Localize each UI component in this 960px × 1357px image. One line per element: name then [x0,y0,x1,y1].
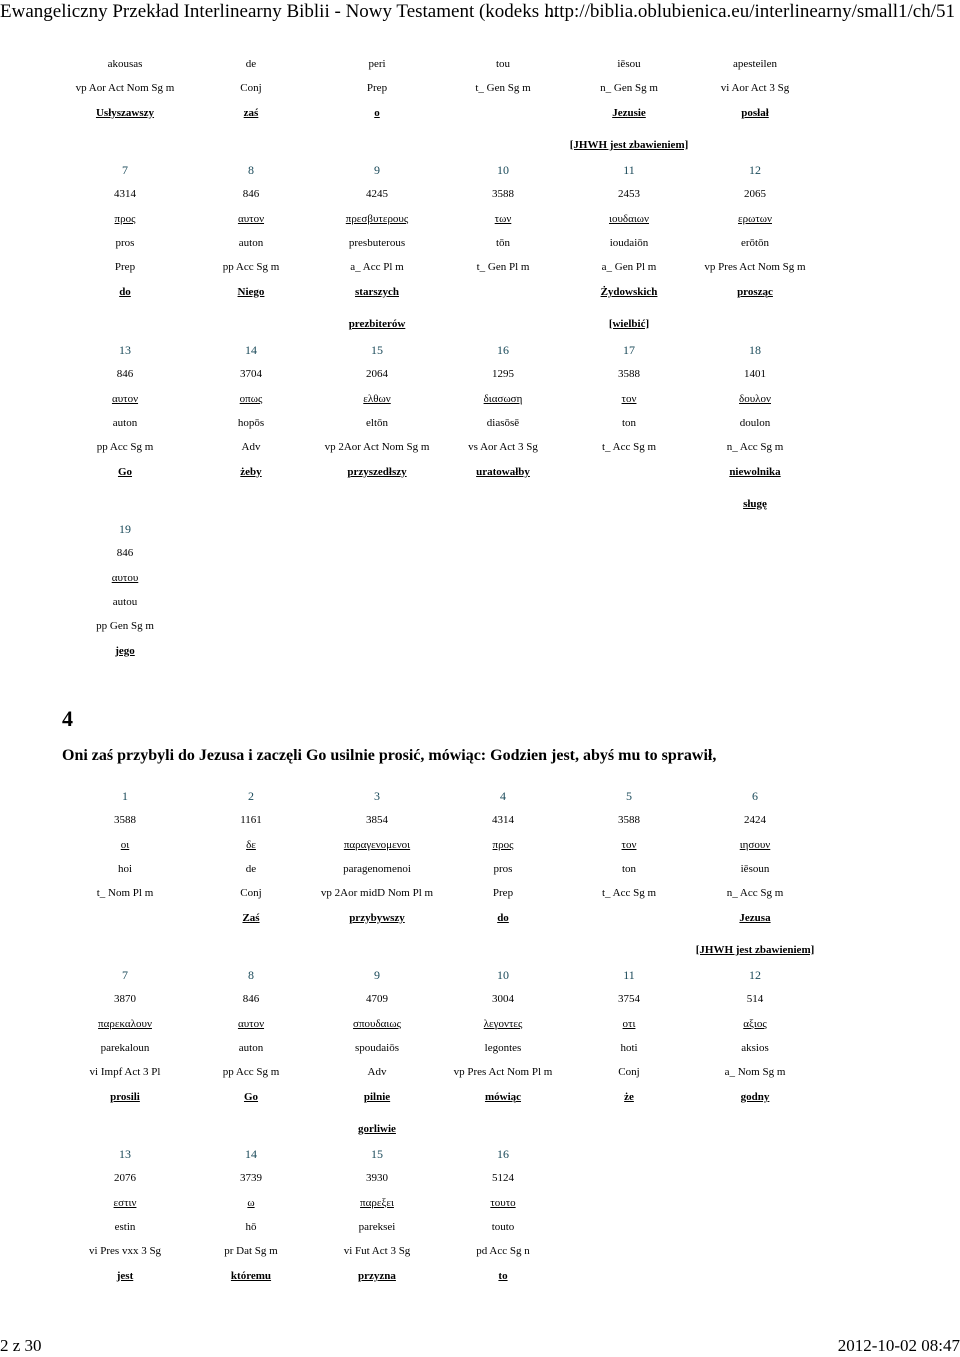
morph-code: Conj [618,1066,640,1079]
word-number: 16 [497,1147,509,1162]
translit-word: auton [112,417,138,430]
greek-word-link[interactable]: δουλον [739,392,771,405]
polish-word-link[interactable]: Jezusie [612,106,646,119]
polish-word-link[interactable]: Zaś [242,911,260,924]
greek-word-link[interactable]: προς [492,838,514,851]
morph-row [62,76,818,100]
strong-number: 2076 [114,1172,136,1185]
greek-row [62,566,818,590]
translit-word: eltōn [366,417,388,430]
word-number-row [62,963,818,987]
translit-word: tou [495,58,511,71]
polish-word-link[interactable]: Go [117,465,133,478]
strong-number: 3588 [114,814,136,827]
morph-row [62,435,818,459]
greek-word-link[interactable]: τουτο [490,1196,516,1209]
polish-word-link[interactable]: pilnie [363,1090,391,1103]
greek-word-link[interactable]: δε [246,838,256,851]
polish-word-link[interactable]: przyszedłszy [347,465,407,478]
strong-number-row [62,808,818,832]
alt-meaning-row [62,1117,818,1141]
translit-word: auton [238,1042,264,1055]
morph-code: t_ Gen Sg m [475,82,531,95]
strong-number: 3754 [618,993,640,1006]
morph-code: n_ Acc Sg m [726,441,784,454]
greek-word-link[interactable]: των [494,212,512,225]
word-number-row [62,517,818,541]
strong-number: 2453 [618,188,640,201]
morph-row [62,1239,818,1263]
morph-row [62,1060,818,1084]
alt-meaning-row [62,312,818,336]
strong-number: 846 [242,993,260,1006]
word-number: 1 [122,789,128,804]
translit-word: apesteilen [733,58,777,71]
word-number: 8 [248,968,254,983]
translit-word: doulon [739,417,771,430]
word-number: 5 [626,789,632,804]
translit-row [62,411,818,435]
strong-number: 846 [116,547,134,560]
morph-code: vp Pres Act Nom Pl m [453,1066,553,1079]
greek-word-link[interactable]: τον [621,838,637,851]
word-number-row [62,338,818,362]
morph-code: Prep [492,887,514,900]
polish-row [62,1084,818,1108]
word-number-row [62,158,818,182]
translit-word: ton [621,863,637,876]
word-number: 11 [623,163,635,178]
strong-number: 4314 [114,188,136,201]
polish-word-link[interactable]: któremu [230,1269,272,1282]
polish-word-link[interactable]: posłał [741,106,769,119]
morph-code: n_ Gen Sg m [600,82,658,95]
strong-number: 5124 [492,1172,514,1185]
greek-row [62,387,818,411]
alt-meaning-link[interactable]: prezbiterów [348,317,406,330]
greek-row [62,1191,818,1215]
strong-number: 4314 [492,814,514,827]
strong-number: 846 [242,188,260,201]
strong-number: 1295 [492,368,514,381]
verse-text: Oni zaś przybyli do Jezusa i zaczęli Go usilnie prosić, mówiąc: Godzien jest, abyś mu to sprawił, [62,747,717,764]
polish-word-link[interactable]: o [374,106,380,119]
translit-word: hopōs [237,417,265,430]
polish-word-link[interactable]: że [624,1090,634,1103]
strong-number-row [62,987,818,1011]
morph-code: t_ Acc Sg m [601,887,657,900]
translit-word: pros [115,237,135,250]
word-number-row [62,784,818,808]
greek-word-link[interactable]: ελθων [363,392,391,405]
strong-number: 3588 [618,368,640,381]
word-number: 3 [374,789,380,804]
morph-code: pp Gen Sg m [96,620,154,633]
morph-code: pp Acc Sg m [96,441,154,454]
morph-code: a_ Acc Pl m [350,261,404,274]
strong-number: 2424 [744,814,766,827]
morph-code: n_ Acc Sg m [726,887,784,900]
interlinear-group-g [62,1142,818,1288]
translit-word: iēsou [617,58,641,71]
polish-word-link[interactable]: Żydowskich [600,285,658,298]
strong-number-row [62,182,818,206]
translit-word: estin [114,1221,136,1234]
translit-word: auton [238,237,264,250]
morph-code: vs Aor Act 3 Sg [468,441,538,454]
greek-word-link[interactable]: οτι [622,1017,636,1030]
greek-word-link[interactable]: εστιν [113,1196,137,1209]
greek-word-link[interactable]: προς [114,212,136,225]
translit-word: hoti [620,1042,638,1055]
translit-word: spoudaiōs [355,1042,399,1055]
greek-word-link[interactable]: παρεκαλουν [98,1017,152,1030]
morph-code: vi Pres vxx 3 Sg [88,1245,162,1258]
morph-row [62,255,818,279]
polish-word-link[interactable]: niewolnika [729,465,781,478]
strong-number: 846 [116,368,134,381]
strong-number: 1161 [240,814,262,827]
greek-word-link[interactable]: οι [120,838,130,851]
morph-row [62,614,818,638]
strong-number: 514 [746,993,764,1006]
word-number: 14 [245,1147,257,1162]
polish-word-link[interactable]: prosząc [737,285,773,298]
greek-word-link[interactable]: παραγενομενοι [343,838,411,851]
greek-word-link[interactable]: ω [247,1196,255,1209]
morph-code: t_ Acc Sg m [601,441,657,454]
polish-word-link[interactable]: do [497,911,509,924]
morph-code: vi Aor Act 3 Sg [720,82,790,95]
interlinear-group-b [62,158,818,336]
polish-word-link[interactable]: do [119,285,131,298]
morph-row [62,881,818,905]
word-number: 10 [497,163,509,178]
strong-number: 2064 [366,368,388,381]
word-number-row [62,1142,818,1166]
strong-number: 3588 [618,814,640,827]
polish-word-link[interactable]: Niego [237,285,265,298]
translit-row [62,590,818,614]
word-number: 17 [623,343,635,358]
alt-meaning-link[interactable]: [JHWH jest zbawieniem] [695,943,815,956]
polish-word-link[interactable]: jest [116,1269,134,1282]
word-number: 12 [749,163,761,178]
greek-word-link[interactable]: διασωση [483,392,523,405]
translit-word: de [245,58,257,71]
interlinear-group-f [62,963,818,1141]
word-number: 11 [623,968,635,983]
interlinear-group-c [62,338,818,516]
alt-meaning-link[interactable]: [JHWH jest zbawieniem] [569,138,689,151]
strong-number: 3704 [240,368,262,381]
translit-word: pareksei [358,1221,396,1234]
polish-word-link[interactable]: uratowałby [476,465,530,478]
translit-word: akousas [107,58,143,71]
greek-word-link[interactable]: σπουδαιως [353,1017,401,1030]
translit-word: pros [493,863,513,876]
verse-number: 4 [62,706,73,731]
greek-word-link[interactable]: αξιος [743,1017,767,1030]
strong-number: 3739 [240,1172,262,1185]
polish-word-link[interactable]: Usłyszawszy [95,106,155,119]
alt-meaning-link[interactable]: sługę [743,497,767,510]
morph-code: vi Fut Act 3 Sg [343,1245,411,1258]
translit-word: paragenomenoi [343,863,411,876]
word-number: 7 [122,968,128,983]
strong-number: 3930 [366,1172,388,1185]
translit-word: tōn [495,237,511,250]
word-number: 4 [500,789,506,804]
alt-meaning-link[interactable]: gorliwie [358,1122,396,1135]
word-number: 6 [752,789,758,804]
greek-word-link[interactable]: πρεσβυτερους [345,212,409,225]
translit-row [62,231,818,255]
greek-word-link[interactable]: αυτον [237,1017,265,1030]
greek-word-link[interactable]: αυτον [237,212,265,225]
alt-meaning-row [62,492,818,516]
morph-code: t_ Gen Pl m [476,261,530,274]
morph-code: vi Impf Act 3 Pl [89,1066,161,1079]
strong-number-row [62,362,818,386]
morph-code: pd Acc Sg n [476,1245,530,1258]
browser-page-title: Ewangeliczny Przekład Interlinearny Biblii - Nowy Testament (kodeks ... [0,1,559,22]
greek-word-link[interactable]: αυτου [111,571,139,584]
polish-word-link[interactable]: Go [243,1090,259,1103]
greek-word-link[interactable]: αυτον [111,392,139,405]
morph-code: Prep [114,261,136,274]
polish-word-link[interactable]: prosili [110,1090,140,1103]
strong-number: 1401 [744,368,766,381]
polish-word-link[interactable]: przyzna [358,1269,396,1282]
print-datetime: 2012-10-02 08:47 [837,1336,960,1355]
polish-row [62,1263,818,1287]
translit-row [62,857,818,881]
word-number: 15 [371,1147,383,1162]
polish-word-link[interactable]: Jezusa [739,911,771,924]
polish-row [62,638,818,662]
translit-word: hō [245,1221,257,1234]
strong-number: 3588 [492,188,514,201]
polish-word-link[interactable]: zaś [243,106,259,119]
morph-code: vp 2Aor midD Nom Pl m [320,887,434,900]
greek-word-link[interactable]: ερωτων [738,212,772,225]
word-number: 18 [749,343,761,358]
strong-number: 4709 [366,993,388,1006]
morph-code: vp Aor Act Nom Sg m [75,82,175,95]
translit-word: touto [491,1221,515,1234]
interlinear-group-e [62,784,818,962]
interlinear-group-a [62,52,818,157]
strong-number: 3870 [114,993,136,1006]
morph-code: pp Acc Sg m [222,261,280,274]
morph-code: Adv [241,441,261,454]
strong-number-row [62,1166,818,1190]
word-number: 16 [497,343,509,358]
alt-meaning-link[interactable]: [wielbić] [608,317,650,330]
word-number: 14 [245,343,257,358]
morph-code: t_ Nom Pl m [96,887,154,900]
polish-word-link[interactable]: jego [115,644,135,657]
greek-word-link[interactable]: οπως [239,392,263,405]
translit-word: parekaloun [100,1042,150,1055]
word-number: 8 [248,163,254,178]
polish-row [62,905,818,929]
morph-code: vp Pres Act Nom Sg m [704,261,806,274]
translit-word: diasōsē [486,417,520,430]
translit-word: ton [621,417,637,430]
polish-word-link[interactable]: to [498,1269,508,1282]
greek-row [62,833,818,857]
morph-code: a_ Nom Sg m [724,1066,786,1079]
alt-meaning-row [62,133,818,157]
greek-word-link[interactable]: ιουδαιων [608,212,650,225]
translit-word: legontes [484,1042,522,1055]
translit-word: aksios [741,1042,769,1055]
word-number: 13 [119,1147,131,1162]
translit-word: ioudaiōn [609,237,649,250]
morph-code: Prep [366,82,388,95]
morph-code: Conj [240,887,262,900]
word-number: 9 [374,163,380,178]
greek-word-link[interactable]: παρεξει [360,1196,394,1209]
strong-number: 3004 [492,993,514,1006]
greek-word-link[interactable]: τον [621,392,637,405]
strong-number: 3854 [366,814,388,827]
translit-word: de [245,863,257,876]
polish-word-link[interactable]: mówiąc [484,1090,522,1103]
translit-word: iēsoun [740,863,770,876]
morph-code: a_ Gen Pl m [601,261,657,274]
word-number: 7 [122,163,128,178]
polish-row [62,101,818,125]
strong-number: 4245 [366,188,388,201]
translit-word: presbuterous [348,237,406,250]
translit-word: peri [368,58,386,71]
translit-word: autou [112,596,138,609]
morph-code: vp 2Aor Act Nom Sg m [324,441,430,454]
word-number: 10 [497,968,509,983]
page-url: http://biblia.oblubienica.eu/interlinearny/small1/ch/51 [544,1,955,22]
word-number: 13 [119,343,131,358]
polish-word-link[interactable]: przybywszy [349,911,405,924]
strong-number-row [62,541,818,565]
strong-number: 2065 [744,188,766,201]
greek-word-link[interactable]: λεγοντες [483,1017,523,1030]
word-number: 2 [248,789,254,804]
translit-word: erōtōn [740,237,770,250]
word-number: 15 [371,343,383,358]
morph-code: Conj [240,82,262,95]
interlinear-group-d [62,517,818,663]
word-number: 9 [374,968,380,983]
translit-row [62,1036,818,1060]
page-counter: 2 z 30 [0,1336,42,1355]
greek-word-link[interactable]: ιησουν [739,838,771,851]
greek-row [62,1012,818,1036]
morph-code: pp Acc Sg m [222,1066,280,1079]
polish-word-link[interactable]: starszych [355,285,399,298]
polish-row [62,459,818,483]
translit-word: hoi [117,863,133,876]
greek-row [62,207,818,231]
word-number: 19 [119,522,131,537]
polish-row [62,279,818,303]
alt-meaning-row [62,938,818,962]
word-number: 12 [749,968,761,983]
morph-code: Adv [367,1066,387,1079]
translit-row [62,52,818,76]
polish-word-link[interactable]: godny [740,1090,770,1103]
translit-row [62,1215,818,1239]
morph-code: pr Dat Sg m [224,1245,278,1258]
polish-word-link[interactable]: żeby [240,465,262,478]
